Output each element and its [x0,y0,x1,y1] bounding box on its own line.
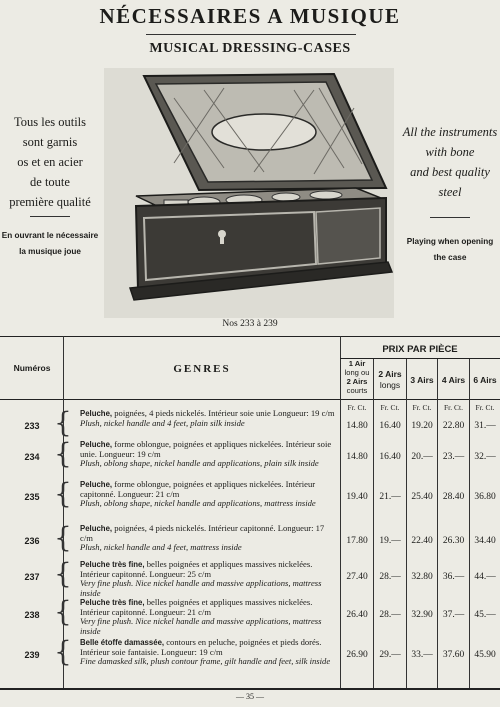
row-number: 239 [24,650,40,660]
description-en: Plush, oblong shape, nickel handle and applications, mattress inside [80,498,316,509]
price-table [0,336,500,688]
header-genres: GENRES [173,363,231,375]
header-prix: PRIX PAR PIÈCE [382,344,458,355]
description-fr [80,638,338,657]
left-note-line: En ouvrant le nécessaire [1,231,99,240]
row-number: 235 [24,492,40,502]
title-divider [146,34,356,35]
description-fr-lead: Peluche très fine, [80,598,145,607]
brace-icon: { [54,557,72,590]
price-cell: 17.80 [346,536,368,546]
price-cell: 29.— [379,650,401,660]
price-cell: 45.90 [474,650,496,660]
left-line: première qualité [9,195,91,209]
price-cell: 36.— [442,572,465,582]
description-fr-lead: Peluche, [80,440,113,449]
brace-icon: { [54,635,72,668]
price-cell: 32.80 [411,572,433,582]
right-line: All the instruments [402,125,498,139]
price-col-header-4: 4 Airs [441,375,466,385]
unit-label: Fr. Ct. [475,403,495,412]
description-fr-lead: Peluche, [80,480,113,489]
price-cell: 36.80 [474,492,496,502]
price-cell: 34.40 [474,536,496,546]
price-cell: 19.20 [411,421,433,431]
price-cell: 45.— [474,610,496,620]
price-cell: 27.40 [346,572,368,582]
description-en: Very fine plush. Nice nickel handle and massive applications, mattress inside [80,616,322,636]
description-en: Plush, nickel handle and 4 feet, mattress inside [80,542,242,553]
price-cell: 21.— [379,492,401,502]
row-number: 234 [24,452,40,462]
description-fr [80,560,338,579]
price-cell: 32.— [474,452,496,462]
footer-rule [0,688,500,690]
row-description [80,560,338,598]
description-fr-text: belles poignées et appliques massives nickelées. Intérieur capitonné. Longueur: 25 c/m [80,559,313,579]
unit-label: Fr. Ct. [347,403,367,412]
page-title: NÉCESSAIRES A MUSIQUE [99,4,401,28]
unit-label: Fr. Ct. [444,403,463,412]
price-cell: 28.— [379,610,401,620]
description-en: Very fine plush. Nice nickel handle and massive applications, mattress inside [80,578,322,598]
left-line: Tous les outils [13,115,87,129]
left-note [0,228,100,260]
price-cell: 25.40 [411,492,433,502]
description-fr-text: poignées, 4 pieds nickelés. Intérieur soie unie Longueur: 19 c/m [112,408,335,418]
left-divider [30,216,70,217]
price-cell: 14.80 [346,452,368,462]
left-line: sont garnis [22,135,78,149]
left-line: os et en acier [17,155,83,169]
description-fr-text: belles poignées et appliques massives nickelées. Intérieur capitonné. Longueur: 21 c/m [80,597,313,617]
price-cell: 22.40 [411,536,433,546]
row-description [80,440,338,469]
right-line: and best quality [410,165,490,179]
description-fr-lead: Peluche, [80,409,113,418]
price-col-header-line: 2 Airs [346,377,368,386]
description-fr-text: forme oblongue, poignées et appliques nickelées. Intérieur capitonné. Longueur: 21 c/m [80,479,316,499]
price-cell: 22.80 [442,421,465,431]
brace-icon: { [54,406,72,439]
price-cell: 32.90 [411,610,433,620]
price-cell: 14.80 [346,421,368,431]
description-fr [80,480,338,499]
row-number: 233 [24,421,40,431]
price-col-header-3: 3 Airs [410,375,434,385]
price-col-header-1 [341,359,373,395]
row-description [80,409,338,428]
unit-label: Fr. Ct. [380,403,400,412]
price-cell: 44.— [474,572,496,582]
brace-icon: { [54,595,72,628]
price-cell: 23.— [442,452,465,462]
left-feature-text [4,112,96,212]
right-line: steel [438,185,462,199]
price-cell: 28.— [379,572,401,582]
description-fr-text: poignées, 4 pieds nickelés. Intérieur capitonné. Longueur: 17 c/m [80,523,325,543]
price-cell: 16.40 [379,452,401,462]
right-feature-text [400,122,500,202]
price-col-header-2 [374,369,406,391]
brace-icon: { [54,477,72,510]
price-col-header-line: longs [379,380,401,390]
price-cell: 26.30 [442,536,465,546]
description-fr-text: forme oblongue, poignées et appliques nickelées. Intérieur soie unie. Longueur: 19 c/m [80,439,332,459]
price-cell: 26.90 [346,650,368,660]
unit-label: Fr. Ct. [412,403,432,412]
right-line: with bone [425,145,475,159]
brace-icon: { [54,521,72,554]
description-fr-lead: Belle étoffe damassée, [80,638,165,647]
price-col-header-line: 1 Air [348,359,366,368]
description-en: Plush, oblong shape, nickel handle and applications, plain silk inside [80,458,319,469]
price-cell: 20.— [411,452,433,462]
row-number: 238 [24,610,40,620]
price-cell: 19.— [379,536,401,546]
left-note-line: la musique joue [19,247,81,256]
musical-dressing-case-icon [104,68,394,318]
row-description [80,638,338,667]
price-cell: 16.40 [379,421,401,431]
page-subtitle: MUSICAL DRESSING-CASES [149,41,351,56]
price-col-header-5: 6 Airs [473,375,497,385]
page-number: — 35 — [236,692,264,701]
right-note [400,234,500,266]
row-description [80,524,338,553]
table-top-rule [0,336,500,337]
price-cell: 19.40 [346,492,368,502]
right-note-line: the case [433,253,467,262]
price-col-header-line: long ou [344,368,370,377]
description-fr [80,598,338,617]
description-fr-text: contours en peluche, poignées et pieds dorés. Intérieur soie fantaisie. Longueur: 19 c/m [80,637,322,657]
table-header-rule [0,399,500,400]
right-divider [430,217,470,218]
row-number: 236 [24,536,40,546]
description-fr [80,524,338,543]
row-number: 237 [24,572,40,582]
description-fr-lead: Peluche très fine, [80,560,145,569]
description-en: Fine damasked silk, plush contour frame, gilt handle and feet, silk inside [80,656,331,667]
price-col-header-line: courts [346,386,368,395]
description-fr-lead: Peluche, [80,524,113,533]
right-note-line: Playing when opening [406,237,494,246]
price-cell: 37.— [442,610,465,620]
price-cell: 28.40 [442,492,465,502]
row-description [80,480,338,509]
dressing-case-illustration [104,68,394,318]
price-cell: 31.— [474,421,496,431]
price-col-header-line: 2 Airs [378,369,402,379]
price-cell: 33.— [411,650,433,660]
brace-icon: { [54,437,72,470]
figure-caption: Nos 233 à 239 [222,319,278,329]
description-en: Plush, nickel handle and 4 feet, plain silk inside [80,417,245,428]
left-line: de toute [30,175,70,189]
price-cell: 37.60 [442,650,465,660]
description-fr [80,440,338,459]
header-numeros: Numéros [13,363,51,373]
price-cell: 26.40 [346,610,368,620]
row-description [80,598,338,636]
